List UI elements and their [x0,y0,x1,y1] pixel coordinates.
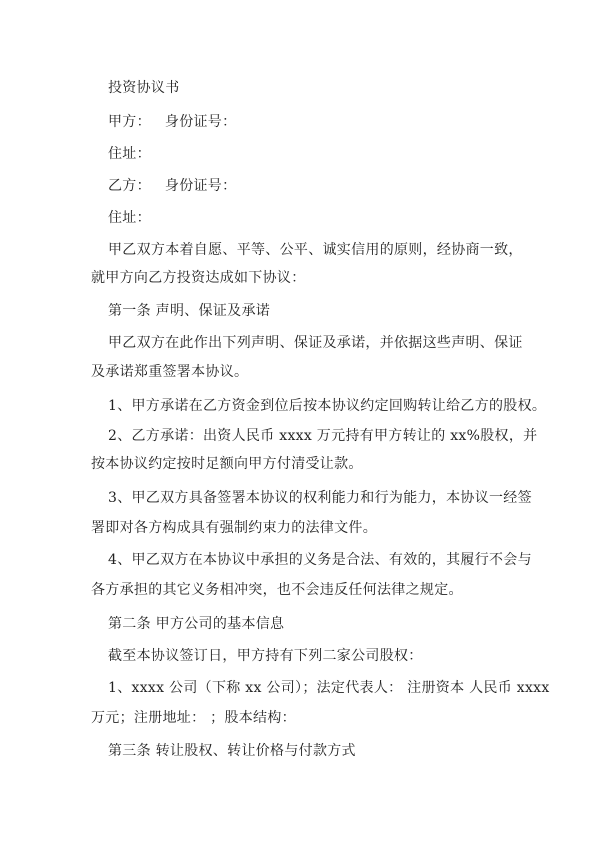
intro-paragraph-line1: 甲乙双方本着自愿、平等、公平、诚实信用的原则，经协商一致， [108,242,523,258]
party-a-id-label: 身份证号： [164,114,237,130]
article3-title: 第三条 转让股权、转让价格与付款方式 [108,743,356,759]
article1-item2-line2: 按本协议约定按时足额向甲方付清受让款。 [91,456,363,472]
party-a-label: 甲方： [108,114,151,130]
article1-item4-line1: 4、甲乙双方在本协议中承担的义务是合法、有效的，其履行不会与 [108,552,532,568]
article1-item1: 1、甲方承诺在乙方资金到位后按本协议约定回购转让给乙方的股权。 [108,398,547,414]
article1-paragraph-line1: 甲乙双方在此作出下列声明、保证及承诺，并依据这些声明、保证 [108,335,523,351]
article2-paragraph: 截至本协议签订日，甲方持有下列二家公司股权： [108,648,423,664]
party-b-label: 乙方： [108,178,151,194]
article2-item1-line1: 1、xxxx 公司（下称 xx 公司）；法定代表人： 注册资本 人民币 xxxx [108,680,550,696]
article1-item3-line2: 署即对各方构成具有强制约束力的法律文件。 [91,520,377,536]
intro-paragraph-line2: 就甲方向乙方投资达成如下协议： [91,270,306,286]
party-b-address: 住址： [108,210,151,226]
article1-item3-line1: 3、甲乙双方具备签署本协议的权利能力和行为能力，本协议一经签 [108,490,532,506]
article1-item4-line2: 各方承担的其它义务相冲突，也不会违反任何法律之规定。 [91,582,463,598]
article2-title: 第二条 甲方公司的基本信息 [108,616,285,632]
article2-item1-line2: 万元；注册地址： ；股本结构： [91,710,296,726]
party-a-address: 住址： [108,146,151,162]
party-b-id-label: 身份证号： [164,178,237,194]
article1-paragraph-line2: 及承诺郑重签署本协议。 [91,364,249,380]
party-b-line [108,176,236,196]
document-title: 投资协议书 [108,80,180,96]
article1-item2-line1: 2、乙方承诺：出资人民币 xxxx 万元持有甲方转让的 xx%股权，并 [108,428,538,444]
article1-title: 第一条 声明、保证及承诺 [108,303,271,319]
party-a-line [108,112,236,132]
